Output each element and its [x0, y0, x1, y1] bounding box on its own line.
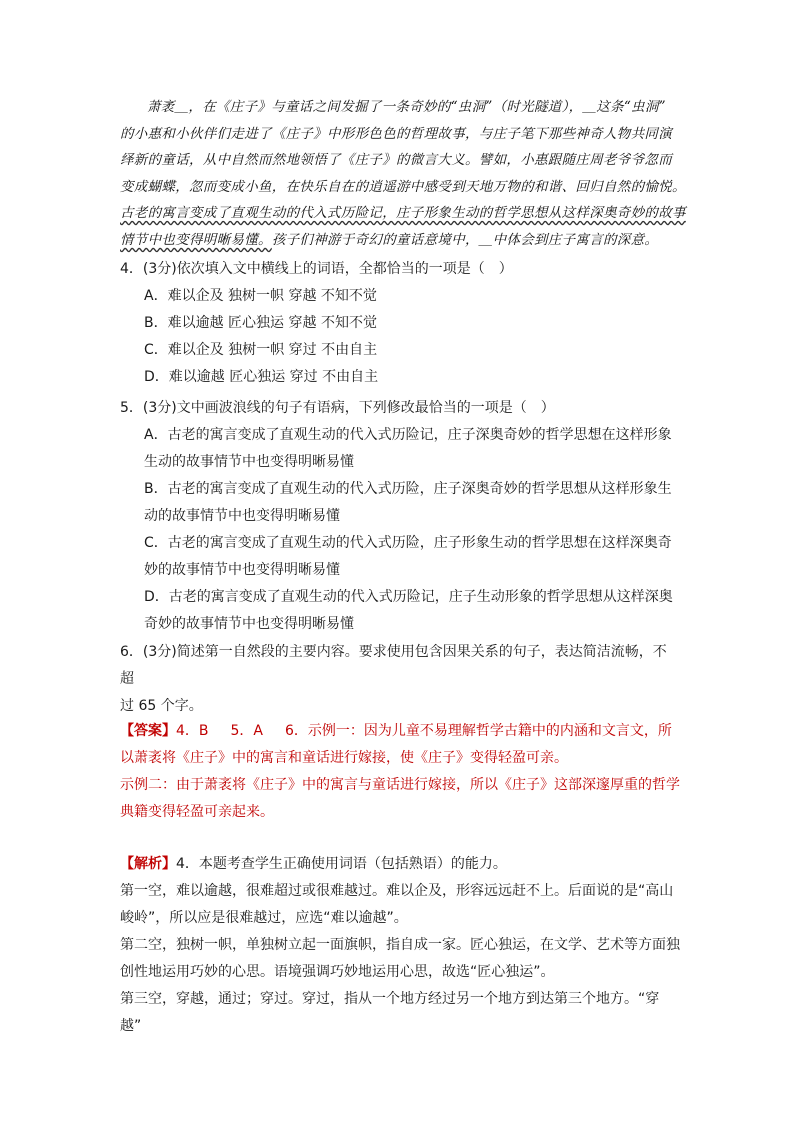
question-4-title: 4．(3分)依次填入文中横线上的词语，全都恰当的一项是（ ）: [120, 261, 513, 277]
question-6: [120, 639, 680, 720]
question-5-option-d-line-2: 奇妙的故事情节中也变得明晰易懂: [144, 616, 354, 632]
question-5-option-c-line-2: 妙的故事情节中也变得明晰易懂: [144, 562, 340, 578]
reading-passage: [120, 94, 700, 254]
question-5-option-b-line-1: B．古老的寓言变成了直观生动的代入式历险，庄子深奥奇妙的哲学思想从这样形象生: [144, 481, 672, 497]
answer-6-line-2: 以萧袤将《庄子》中的寓言和童话进行嫁接，使《庄子》变得轻盈可亲。: [120, 750, 568, 766]
analysis-section: [120, 851, 680, 1040]
question-4: [120, 256, 680, 391]
analysis-p1-line-1: 第一空，难以逾越，很难超过或很难越过。难以企及，形容远远赶不上。后面说的是“高山: [120, 883, 674, 899]
question-5-option-b-line-2: 动的故事情节中也变得明晰易懂: [144, 508, 340, 524]
analysis-p2-line-2: 创性地运用巧妙的心思。语境强调巧妙地运用心思，故选“匠心独运”。: [120, 964, 555, 980]
answer-6-line-1: 6．示例一：因为儿童不易理解哲学古籍中的内涵和文言文，所: [285, 723, 672, 739]
question-5-title: 5．(3分)文中画波浪线的句子有语病，下列修改最恰当的一项是（ ）: [120, 400, 555, 416]
question-4-option-a: A．难以企及 独树一帜 穿越 不知不觉: [144, 288, 377, 304]
analysis-p1-line-2: 峻岭”，所以应是很难越过，应选“难以逾越”。: [120, 910, 408, 926]
wavy-sentence-part-2: 情节中也变得明晰易懂。: [120, 231, 272, 248]
question-5-option-a-line-2: 生动的故事情节中也变得明晰易懂: [144, 454, 354, 470]
passage-line-6: [120, 227, 700, 254]
answer-4: 4．B: [176, 723, 209, 739]
question-5-option-d-line-1: D．古老的寓言变成了直观生动的代入式历险记，庄子生动形象的哲学思想从这样深奥: [144, 589, 673, 605]
passage-line-2: 的小惠和小伙伴们走进了《庄子》中形形色色的哲理故事，与庄子笔下那些神奇人物共同演: [120, 125, 672, 142]
answer-section: [120, 718, 680, 826]
question-6-line-1: 6．(3分)简述第一自然段的主要内容。要求使用包含因果关系的句子，表达简洁流畅，不超: [120, 644, 667, 687]
passage-line-1: 萧袤＿，在《庄子》与童话之间发掘了一条奇妙的“虫洞”（时光隧道），＿这条“虫洞”: [147, 99, 666, 115]
analysis-head-text: 4．本题考查学生正确使用词语（包括熟语）的能力。: [176, 856, 507, 872]
question-5-option-a-line-1: A．古老的寓言变成了直观生动的代入式历险记，庄子深奥奇妙的哲学思想在这样形象: [144, 427, 672, 443]
answer-line-1: [120, 718, 680, 745]
analysis-p2-line-1: 第二空，独树一帜，单独树立起一面旗帜，指自成一家。匠心独运，在文学、艺术等方面独: [120, 937, 680, 953]
passage-line-4: 变成蝴蝶，忽而变成小鱼，在快乐自在的逍遥游中感受到天地万物的和谐、回归自然的愉悦。: [120, 178, 686, 195]
question-4-option-b: B．难以逾越 匠心独运 穿越 不知不觉: [144, 315, 377, 331]
question-5: [120, 395, 680, 638]
question-4-option-c: C．难以企及 独树一帜 穿过 不由自主: [144, 342, 378, 358]
question-4-option-d: D．难以逾越 匠心独运 穿过 不由自主: [144, 369, 379, 385]
answer-tag: 【答案】: [120, 723, 176, 739]
passage-line-5: [120, 200, 700, 227]
question-6-line-2: 过 65 个字。: [120, 698, 203, 714]
answer-5: 5．A: [230, 723, 263, 739]
wavy-sentence-part-1: 古老的寓言变成了直观生动的代入式历险记，庄子形象生动的哲学思想从这样深奥奇妙的故事: [120, 205, 686, 222]
analysis-head: [120, 851, 680, 878]
answer-example-2-line-1: 示例二：由于萧袤将《庄子》中的寓言与童话进行嫁接，所以《庄子》这部深邃厚重的哲学: [120, 777, 680, 793]
question-5-option-c-line-1: C．古老的寓言变成了直观生动的代入式历险，庄子形象生动的哲学思想在这样深奥奇: [144, 535, 672, 551]
analysis-tag: 【解析】: [120, 856, 176, 872]
answer-example-2-line-2: 典籍变得轻盈可亲起来。: [120, 804, 274, 820]
passage-line-6-rest: 孩子们神游于奇幻的童话意境中，＿中体会到庄子寓言的深意。: [271, 231, 659, 248]
analysis-p3-line-1: 第三空，穿越，通过；穿过。穿过，指从一个地方经过另一个地方到达第三个地方。“穿越”: [120, 991, 660, 1034]
passage-line-3: 绎新的童话，从中自然而然地领悟了《庄子》的微言大义。譬如，小惠跟随庄周老爷爷忽而: [120, 152, 672, 169]
